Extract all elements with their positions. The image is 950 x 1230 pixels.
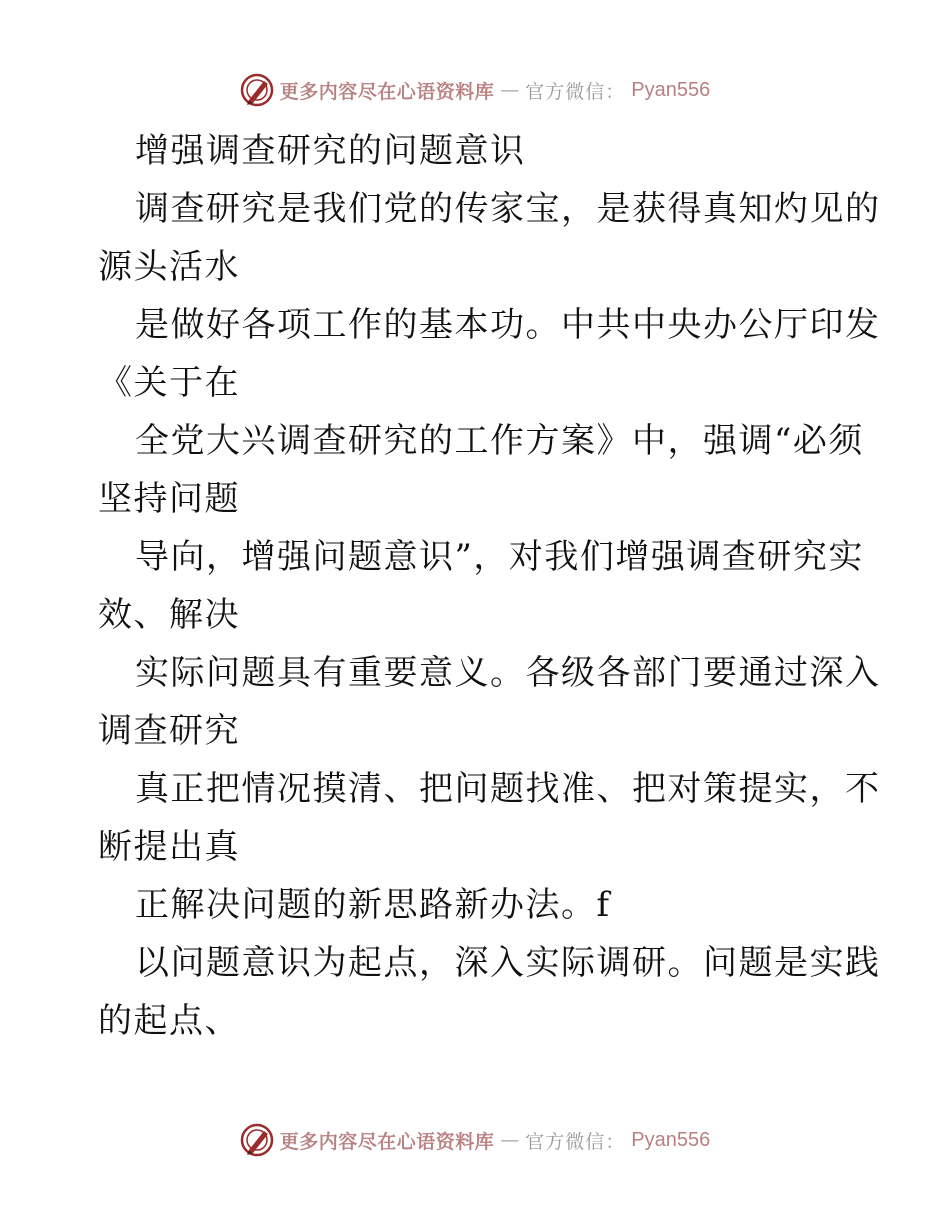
document-body — [98, 122, 881, 1050]
watermark-text: 更多内容尽在心语资料库 — [279, 80, 495, 103]
watermark-separator: — — [500, 1129, 520, 1151]
document-line: 断提出真 — [98, 827, 240, 867]
watermark-wechat-id: Pyan556 — [631, 1128, 711, 1151]
watermark-official-label: 官方微信： — [525, 1130, 626, 1153]
watermark-group — [240, 73, 711, 107]
document-line: 实际问题具有重要意义。各级各部门要通过深入 — [135, 653, 881, 693]
document-line: 调查研究是我们党的传家宝，是获得真知灼见的 — [135, 189, 881, 229]
document-line: 的起点、 — [98, 1001, 240, 1041]
watermark-official-label: 官方微信： — [525, 80, 626, 103]
watermark-wechat-id: Pyan556 — [631, 78, 711, 101]
watermark-group — [240, 1123, 711, 1157]
document-line: 以问题意识为起点，深入实际调研。问题是实践 — [135, 943, 881, 983]
document-line: 导向，增强问题意识”，对我们增强调查研究实 — [135, 537, 864, 577]
pen-logo-icon — [240, 73, 274, 107]
document-line: 增强调查研究的问题意识 — [135, 131, 526, 171]
pen-logo-icon — [240, 1123, 274, 1157]
document-line: 《关于在 — [98, 363, 240, 403]
document-line: 真正把情况摸清、把问题找准、把对策提实，不 — [135, 769, 881, 809]
watermark-text: 更多内容尽在心语资料库 — [279, 1130, 495, 1153]
document-line: 调查研究 — [98, 711, 240, 751]
footer-watermark — [0, 1120, 950, 1160]
header-watermark — [0, 70, 950, 110]
document-line: 正解决问题的新思路新办法。f — [135, 885, 611, 925]
document-line: 坚持问题 — [98, 479, 240, 519]
document-line: 是做好各项工作的基本功。中共中央办公厅印发 — [135, 305, 881, 345]
document-line: 源头活水 — [98, 247, 240, 287]
document-line: 效、解决 — [98, 595, 240, 635]
document-line: 全党大兴调查研究的工作方案》中，强调“必须 — [135, 421, 864, 461]
watermark-separator: — — [500, 79, 520, 101]
